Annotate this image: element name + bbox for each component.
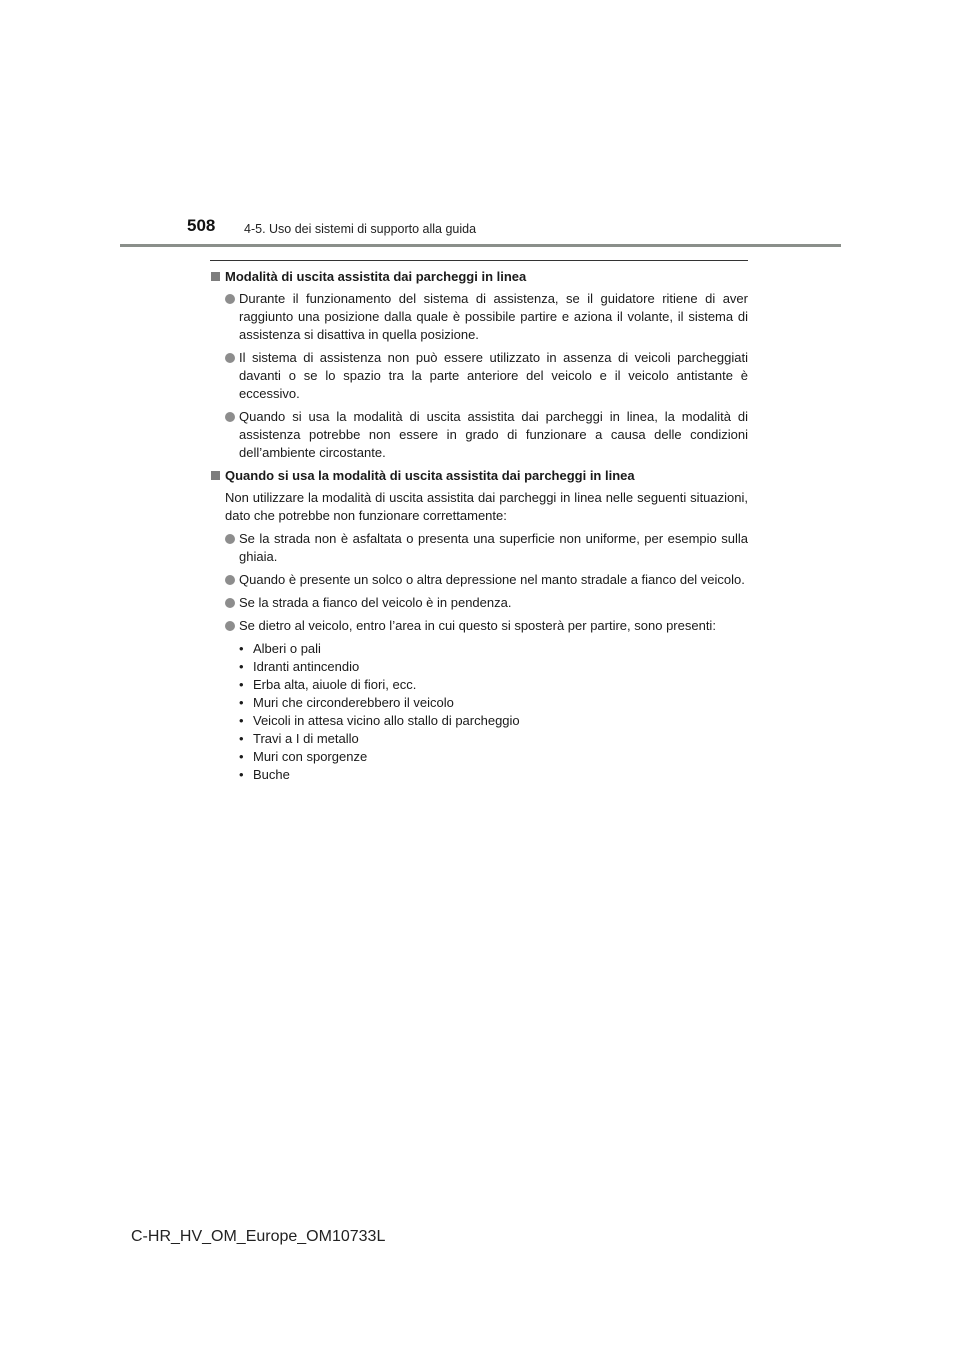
bullet-item [211, 408, 748, 462]
bullet-item [211, 617, 748, 635]
sub-item-list [211, 640, 748, 784]
circle-bullet-icon [225, 598, 235, 608]
list-item: • Muri che circonderebbero il veicolo [239, 694, 748, 712]
intro-paragraph: Non utilizzare la modalità di uscita assistita dai parcheggi in linea nelle seguenti situazioni, dato che potrebbe non funzionare correttamente: [225, 490, 748, 523]
list-item: • Veicoli in attesa vicino allo stallo di parcheggio [239, 712, 748, 730]
list-item: • Idranti antincendio [239, 658, 748, 676]
content-rule [210, 260, 748, 261]
bullet-text: Quando si usa la modalità di uscita assistita dai parcheggi in linea, la modalità di assistenza potrebbe non essere in grado di funzionare a causa delle condizioni dell’ambiente circostante. [239, 409, 748, 460]
circle-bullet-icon [225, 534, 235, 544]
section-title: 4-5. Uso dei sistemi di supporto alla guida [244, 222, 477, 236]
circle-bullet-icon [225, 621, 235, 631]
circle-bullet-icon [225, 575, 235, 585]
list-item: • Buche [239, 766, 748, 784]
bullet-text: Se la strada non è asfaltata o presenta una superficie non uniforme, per esempio sulla ghiaia. [239, 531, 748, 564]
section-heading-text: Modalità di uscita assistita dai parcheggi in linea [225, 269, 527, 284]
bullet-item [211, 290, 748, 344]
section-heading-text: Quando si usa la modalità di uscita assistita dai parcheggi in linea [225, 468, 635, 483]
footer-code: C-HR_HV_OM_Europe_OM10733L [131, 1228, 386, 1245]
list-item: • Muri con sporgenze [239, 748, 748, 766]
square-bullet-icon [211, 471, 220, 480]
bullet-text: Se la strada a fianco del veicolo è in pendenza. [239, 595, 512, 610]
bullet-text: Il sistema di assistenza non può essere utilizzato in assenza di veicoli parcheggiati davanti o se lo spazio tra la parte anteriore del veicolo e il veicolo antistante è eccessivo. [239, 350, 748, 401]
content-area [211, 268, 748, 784]
circle-bullet-icon [225, 353, 235, 363]
bullet-text: Durante il funzionamento del sistema di assistenza, se il guidatore ritiene di aver raggiunto una posizione dalla quale è possibile partire e aziona il volante, il sistema di assistenza si disattiva in quella posizione. [239, 291, 748, 342]
section-heading [211, 268, 748, 286]
bullet-item [211, 594, 748, 612]
bullet-item [211, 571, 748, 589]
list-item: • Alberi o pali [239, 640, 748, 658]
circle-bullet-icon [225, 294, 235, 304]
list-item: • Travi a I di metallo [239, 730, 748, 748]
list-item: • Erba alta, aiuole di fiori, ecc. [239, 676, 748, 694]
bullet-text: Se dietro al veicolo, entro l’area in cui questo si sposterà per partire, sono presenti: [239, 618, 716, 633]
page-number: 508 [187, 216, 216, 235]
circle-bullet-icon [225, 412, 235, 422]
bullet-text: Quando è presente un solco o altra depressione nel manto stradale a fianco del veicolo. [239, 572, 745, 587]
bullet-item [211, 530, 748, 566]
bullet-item [211, 349, 748, 403]
section-heading [211, 467, 748, 485]
header-rule [120, 244, 841, 247]
square-bullet-icon [211, 272, 220, 281]
